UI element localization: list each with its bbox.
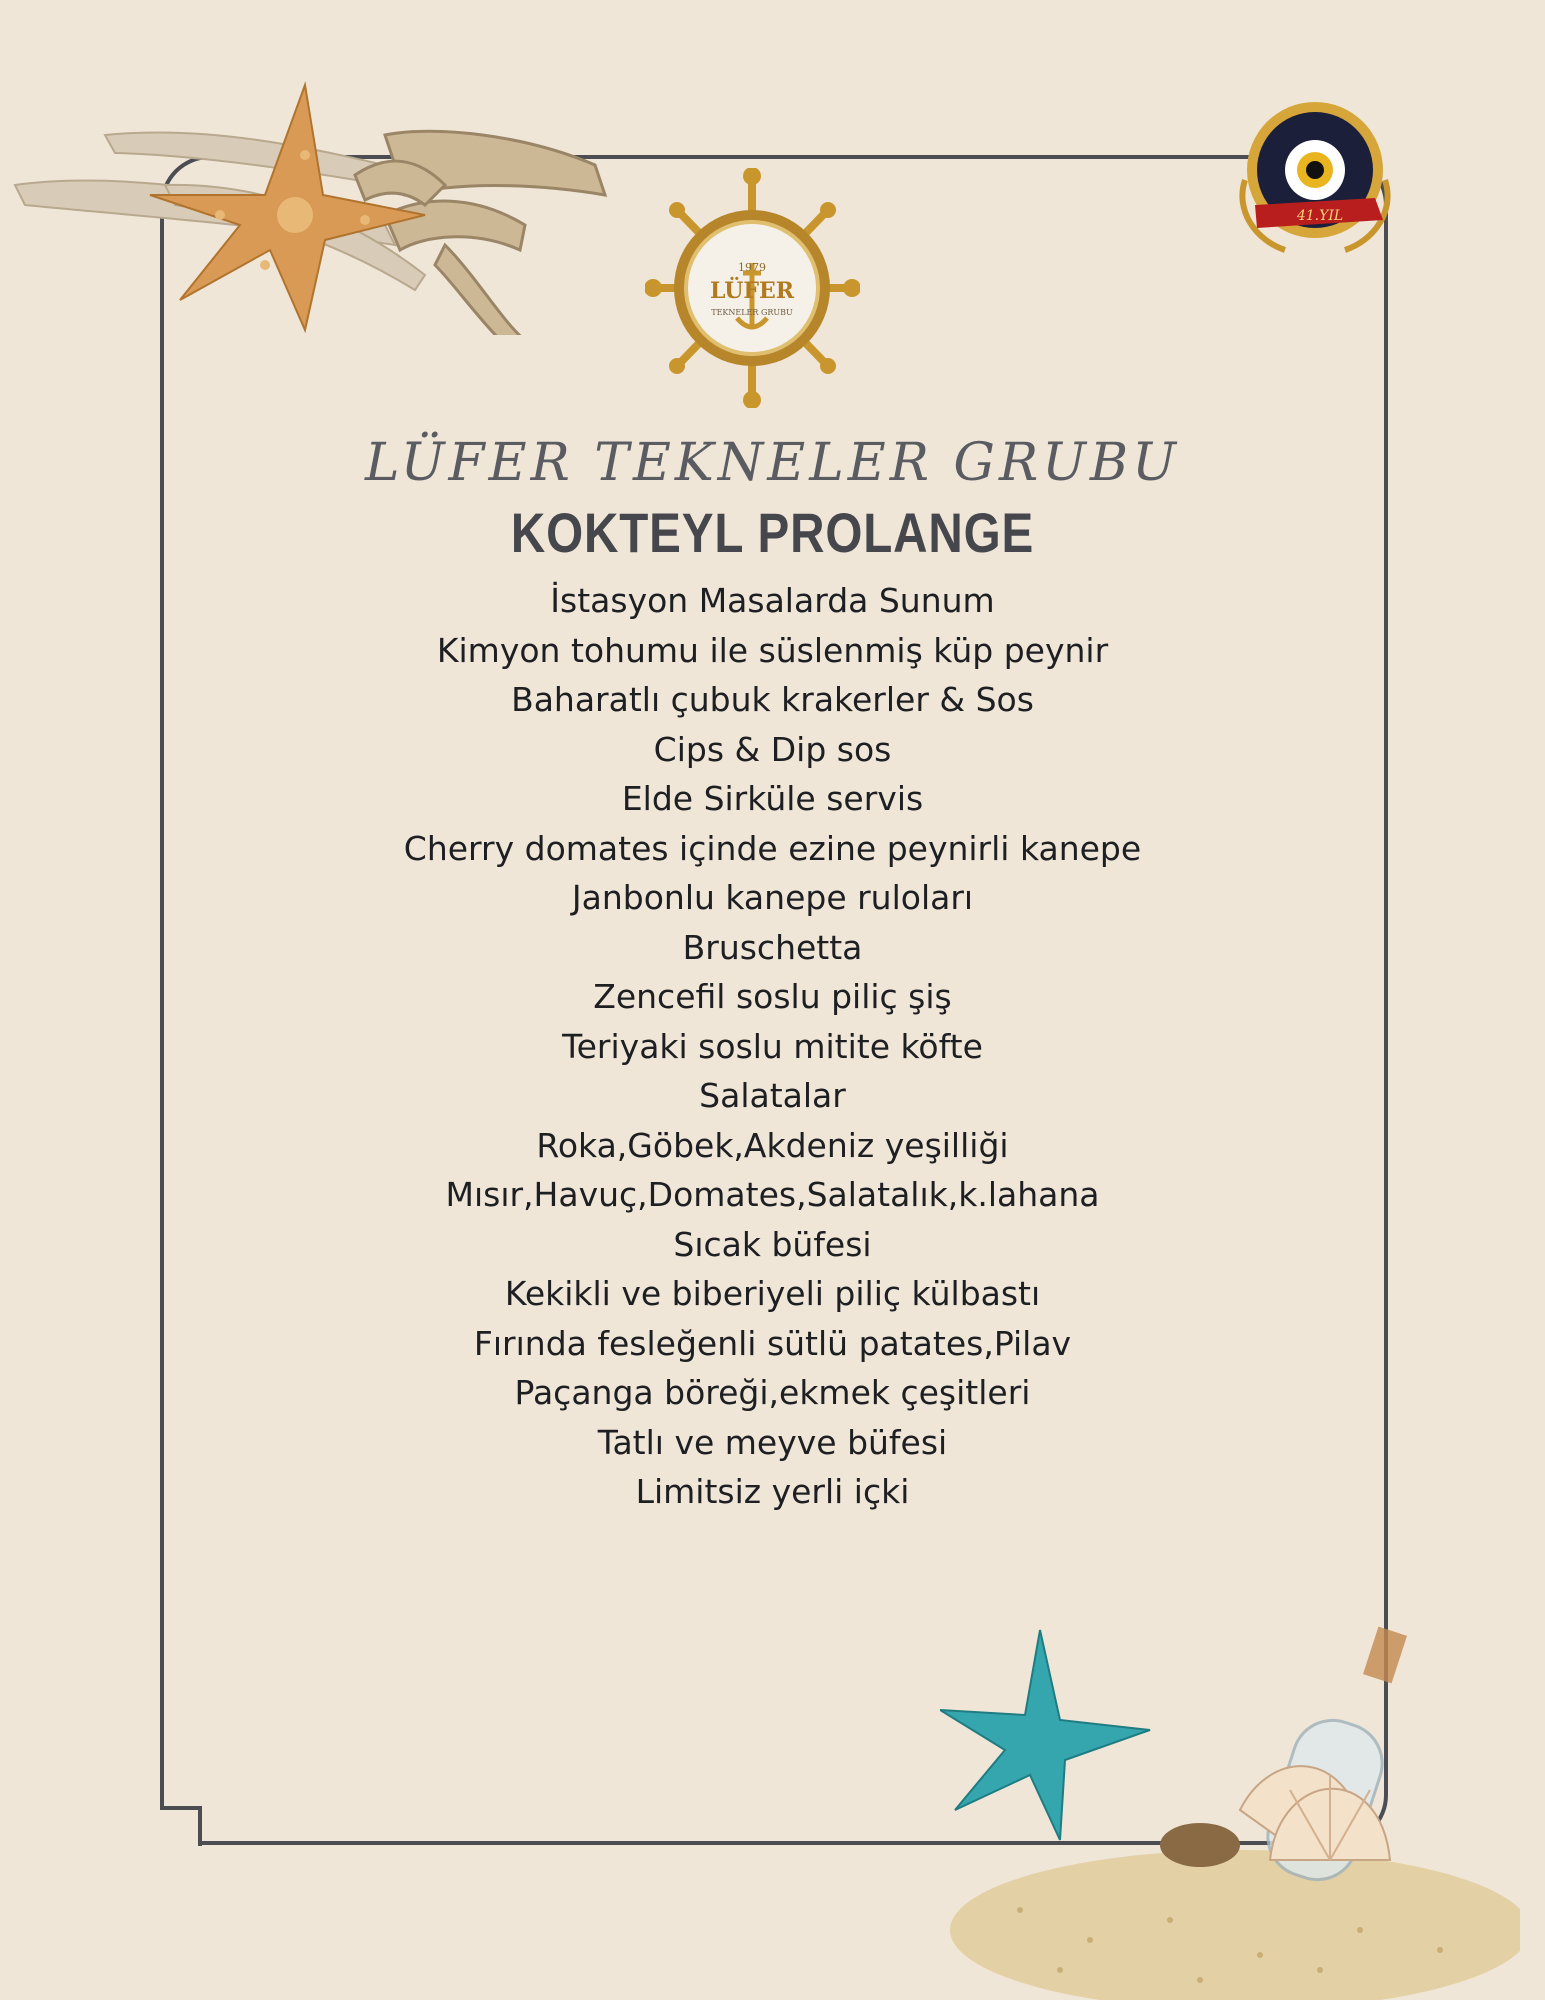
- logo-name: LÜFER: [709, 278, 795, 304]
- logo-subtitle: TEKNELER GRUBU: [711, 308, 793, 317]
- menu-item: Teriyaki soslu mitite köfte: [562, 1026, 983, 1066]
- evil-eye-seal: [1215, 100, 1415, 260]
- logo-year: 1979: [738, 261, 766, 274]
- menu-item: Baharatlı çubuk krakerler & Sos: [511, 680, 1034, 719]
- menu-list: [300, 576, 1245, 1517]
- menu-item: Salatalar: [699, 1076, 846, 1115]
- ships-wheel-logo: [645, 168, 860, 408]
- menu-item: İstasyon Masalarda Sunum: [550, 581, 995, 620]
- menu-item: Roka,Göbek,Akdeniz yeşilliği: [536, 1125, 1009, 1165]
- menu-item: Cherry domates içinde ezine peynirli kanepe: [403, 828, 1142, 868]
- driftwood-starfish-decoration: [5, 75, 615, 335]
- frame-notch-line: [160, 1770, 164, 1810]
- seal-label: 41.YIL: [1296, 208, 1344, 224]
- frame-notch-line: [160, 1806, 202, 1810]
- menu-item: Cips & Dip sos: [653, 729, 892, 769]
- frame-notch-line: [198, 1841, 258, 1845]
- menu-item: Janbonlu kanepe ruloları: [571, 878, 974, 917]
- company-name: LÜFER TEKNELER GRUBU: [365, 433, 1180, 493]
- menu-item: Fırında fesleğenli sütlü patates,Pilav: [473, 1323, 1072, 1363]
- menu-item: Limitsiz yerli içki: [635, 1472, 910, 1511]
- frame-notch-line: [198, 1806, 202, 1846]
- menu-item: Mısır,Havuç,Domates,Salatalık,k.lahana: [445, 1175, 1100, 1214]
- menu-item: Paçanga böreği,ekmek çeşitleri: [514, 1373, 1031, 1412]
- menu-item: Bruschetta: [682, 927, 863, 967]
- menu-item: Kekikli ve biberiyeli piliç külbastı: [504, 1274, 1041, 1313]
- seashells-bottle-decoration: [940, 1610, 1520, 2000]
- menu-item: Zencefil soslu piliç şiş: [593, 977, 952, 1016]
- menu-content: [300, 420, 1245, 1517]
- page-title: KOKTEYL PROLANGE: [510, 501, 1035, 564]
- menu-item: Kimyon tohumu ile süslenmiş küp peynir: [436, 630, 1109, 670]
- menu-item: Tatlı ve meyve büfesi: [597, 1422, 948, 1462]
- menu-item: Sıcak büfesi: [673, 1224, 872, 1264]
- menu-item: Elde Sirküle servis: [621, 779, 924, 818]
